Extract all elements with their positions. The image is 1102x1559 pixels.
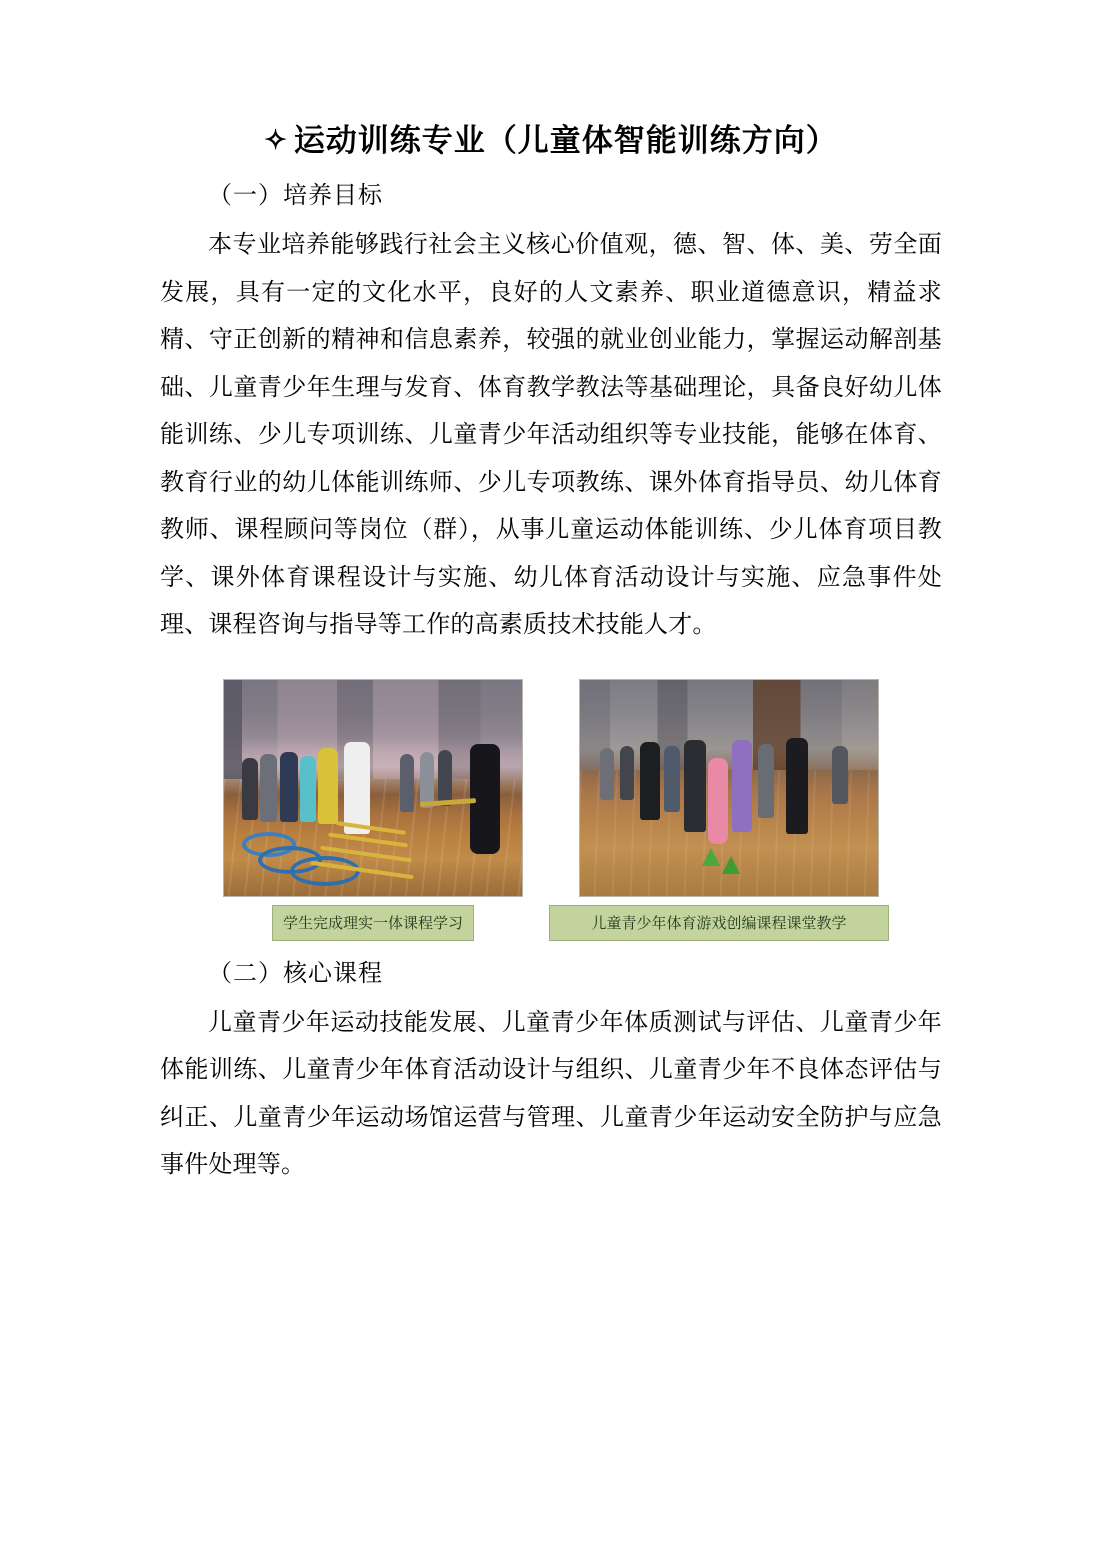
figure-right: [579, 679, 879, 942]
figure-left: [223, 679, 523, 942]
section-heading-training-goal: （一）培养目标: [208, 181, 383, 210]
person-figure: [664, 746, 680, 812]
person-figure: [260, 754, 277, 822]
figure-caption-right: 儿童青少年体育游戏创编课程课堂教学: [549, 905, 889, 942]
person-figure: [832, 746, 848, 804]
figure-group: [160, 679, 942, 942]
figure-caption-left: 学生完成理实一体课程学习: [272, 905, 474, 942]
person-figure: [708, 758, 728, 844]
training-hoop: [290, 856, 360, 886]
person-figure: [732, 740, 752, 832]
section-paragraph-core-courses: 儿童青少年运动技能发展、儿童青少年体质测试与评估、儿童青少年体能训练、儿童青少年体育活动设计与组织、儿童青少年不良体态评估与纠正、儿童青少年运动场馆运营与管理、儿童青少年运动安全防护与应急事件处理等。: [160, 1007, 942, 1179]
training-cone: [722, 856, 740, 874]
photo-game-design-class: [579, 679, 879, 897]
person-figure: [620, 746, 634, 800]
diamond-bullet-icon: ✧: [264, 125, 288, 156]
person-figure: [420, 752, 434, 808]
person-figure: [318, 748, 338, 824]
person-figure: [640, 742, 660, 820]
person-figure: [438, 750, 452, 806]
person-figure: [280, 752, 298, 822]
person-figure: [786, 738, 808, 834]
person-figure: [684, 740, 706, 832]
person-figure: [242, 758, 258, 820]
section-heading-core-courses: （二）核心课程: [208, 959, 383, 988]
section-paragraph-training-goal: 本专业培养能够践行社会主义核心价值观，德、智、体、美、劳全面发展，具有一定的文化水平，良好的人文素养、职业道德意识，精益求精、守正创新的精神和信息素养，较强的就业创业能力，掌握运动解剖基础、儿童青少年生理与发育、体育教学教法等基础理论，具备良好幼儿体能训练、少儿专项训练、儿童青少年活动组织等专业技能，能够在体育、教育行业的幼儿体能训练师、少儿专项教练、课外体育指导员、幼儿体育教师、课程顾问等岗位（群），从事儿童运动体能训练、少儿体育项目教学、课外体育课程设计与实施、幼儿体育活动设计与实施、应急事件处理、课程咨询与指导等工作的高素质技术技能人才。: [160, 229, 942, 639]
person-figure: [400, 754, 414, 812]
person-figure: [758, 744, 774, 818]
training-cone: [702, 848, 720, 866]
page-title: [160, 120, 942, 163]
person-figure: [344, 742, 370, 834]
person-figure: [300, 756, 316, 822]
photo-students-integrated-course: [223, 679, 523, 897]
person-figure: [600, 748, 614, 800]
page-title-text: 运动训练专业（儿童体智能训练方向）: [293, 123, 838, 159]
